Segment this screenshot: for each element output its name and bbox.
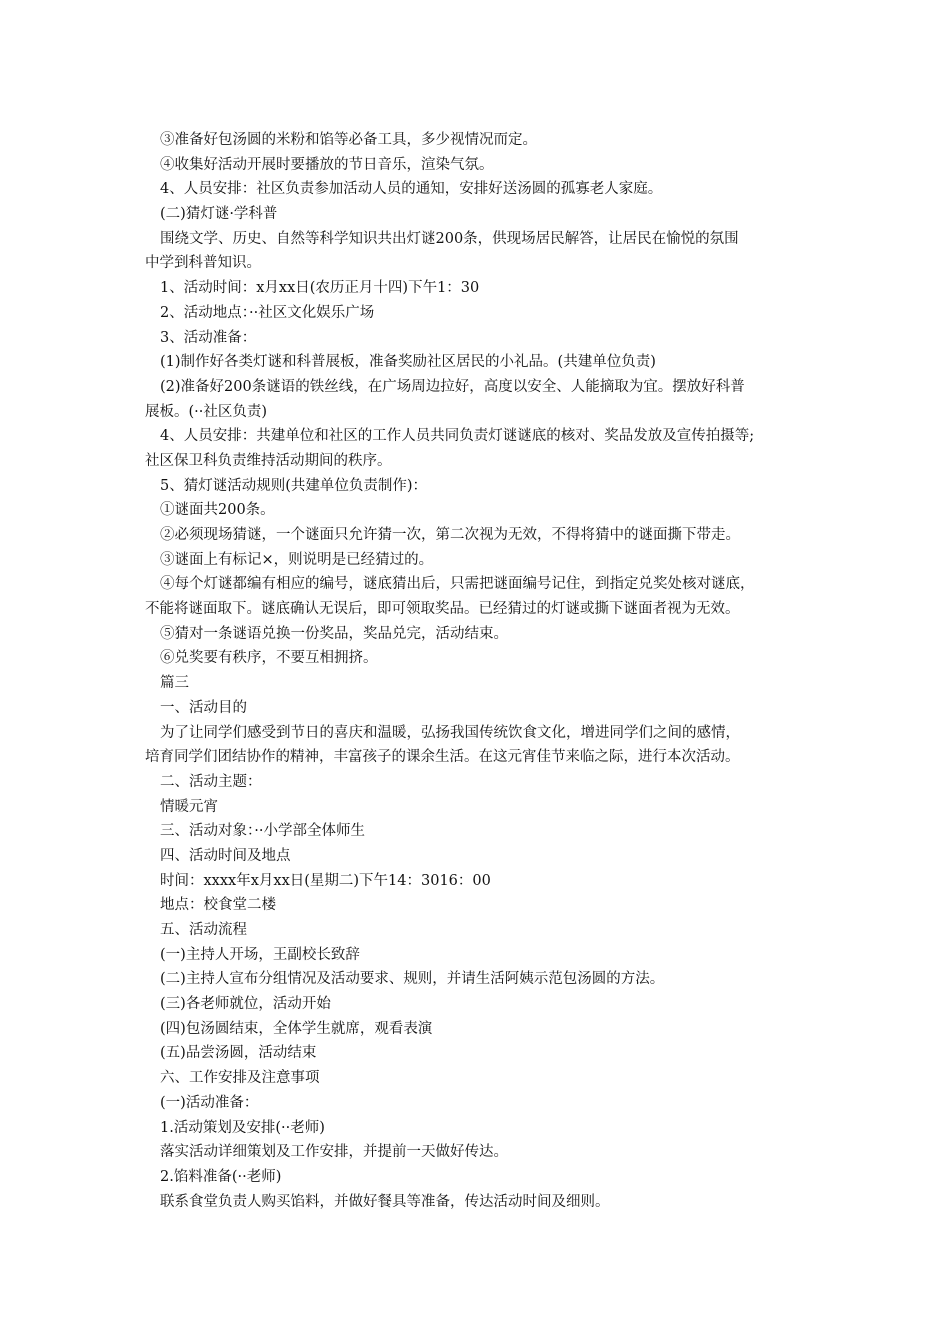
text-line: 五、活动流程 xyxy=(160,922,247,938)
text-line: 1.活动策划及安排(··老师) xyxy=(160,1119,325,1136)
text-line: (二)猜灯谜·学科普 xyxy=(160,206,278,223)
text-line: 篇三 xyxy=(160,675,189,692)
text-line: 展板。(··社区负责) xyxy=(145,403,268,420)
text-line: 时间：xxxx年x月xx日(星期二)下午14：3016：00 xyxy=(160,872,491,889)
text-line: (1)制作好各类灯谜和科普展板，准备奖励社区居民的小礼品。(共建单位负责) xyxy=(160,354,656,371)
document-body xyxy=(145,128,815,1214)
text-line: (一)主持人开场，王副校长致辞 xyxy=(160,946,360,963)
text-line: 4、人员安排：共建单位和社区的工作人员共同负责灯谜谜底的核对、奖品发放及宣传拍摄等; xyxy=(160,428,755,445)
text-line: ①谜面共200条。 xyxy=(160,502,275,519)
text-line: 三、活动对象：··小学部全体师生 xyxy=(160,823,365,840)
text-line: 六、工作安排及注意事项 xyxy=(160,1070,320,1087)
text-line: (2)准备好200条谜语的铁丝线，在广场周边拉好，高度以安全、人能摘取为宜。摆放好科普 xyxy=(160,378,745,395)
text-line: ④每个灯谜都编有相应的编号，谜底猜出后，只需把谜面编号记住，到指定兑奖处核对谜底， xyxy=(160,576,755,593)
text-line: 1、活动时间：x月xx日(农历正月十四)下午1：30 xyxy=(160,280,480,297)
text-line: ③准备好包汤圆的米粉和馅等必备工具，多少视情况而定。 xyxy=(160,132,537,148)
text-line: 5、猜灯谜活动规则(共建单位负责制作)： xyxy=(160,477,428,494)
text-line: (四)包汤圆结束，全体学生就席，观看表演 xyxy=(160,1020,433,1037)
text-line: 情暖元宵 xyxy=(160,798,218,815)
text-line: (一)活动准备： xyxy=(160,1094,259,1111)
text-line: 4、人员安排：社区负责参加活动人员的通知，安排好送汤圆的孤寡老人家庭。 xyxy=(160,181,663,198)
text-line: 围绕文学、历史、自然等科学知识共出灯谜200条，供现场居民解答，让居民在愉悦的氛围 xyxy=(160,230,739,247)
text-line: 二、活动主题： xyxy=(160,773,262,790)
text-line: ⑥兑奖要有秩序，不要互相拥挤。 xyxy=(160,650,378,667)
text-line: 中学到科普知识。 xyxy=(145,255,261,272)
text-line: 2.馅料准备(··老师) xyxy=(160,1168,282,1185)
text-line: (五)品尝汤圆，活动结束 xyxy=(160,1045,317,1062)
text-line: ②必须现场猜谜，一个谜面只允许猜一次，第二次视为无效，不得将猜中的谜面撕下带走。 xyxy=(160,527,740,543)
text-line: 3、活动准备： xyxy=(160,329,257,346)
text-line: (三)各老师就位，活动开始 xyxy=(160,996,331,1013)
text-line: 落实活动详细策划及工作安排，并提前一天做好传达。 xyxy=(160,1144,508,1161)
text-line: 一、活动目的 xyxy=(160,699,247,716)
text-line: ③谜面上有标记×，则说明是已经猜过的。 xyxy=(160,551,434,568)
text-line: 不能将谜面取下。谜底确认无误后，即可领取奖品。已经猜过的灯谜或撕下谜面者视为无效。 xyxy=(145,601,740,618)
text-line: 2、活动地点：··社区文化娱乐广场 xyxy=(160,304,375,321)
text-line: 社区保卫科负责维持活动期间的秩序。 xyxy=(145,452,392,469)
text-line: 四、活动时间及地点 xyxy=(160,847,291,864)
text-line: 联系食堂负责人购买馅料，并做好餐具等准备，传达活动时间及细则。 xyxy=(160,1193,610,1210)
text-line: 培育同学们团结协作的精神，丰富孩子的课余生活。在这元宵佳节来临之际，进行本次活动。 xyxy=(145,749,740,766)
text-line: 地点：校食堂二楼 xyxy=(160,897,276,914)
text-line: (二)主持人宣布分组情况及活动要求、规则，并请生活阿姨示范包汤圆的方法。 xyxy=(160,971,665,988)
text-line: 为了让同学们感受到节日的喜庆和温暖，弘扬我国传统饮食文化，增进同学们之间的感情， xyxy=(160,724,740,741)
text-line: ④收集好活动开展时要播放的节日音乐，渲染气氛。 xyxy=(160,156,494,173)
text-line: ⑤猜对一条谜语兑换一份奖品，奖品兑完，活动结束。 xyxy=(160,625,508,642)
